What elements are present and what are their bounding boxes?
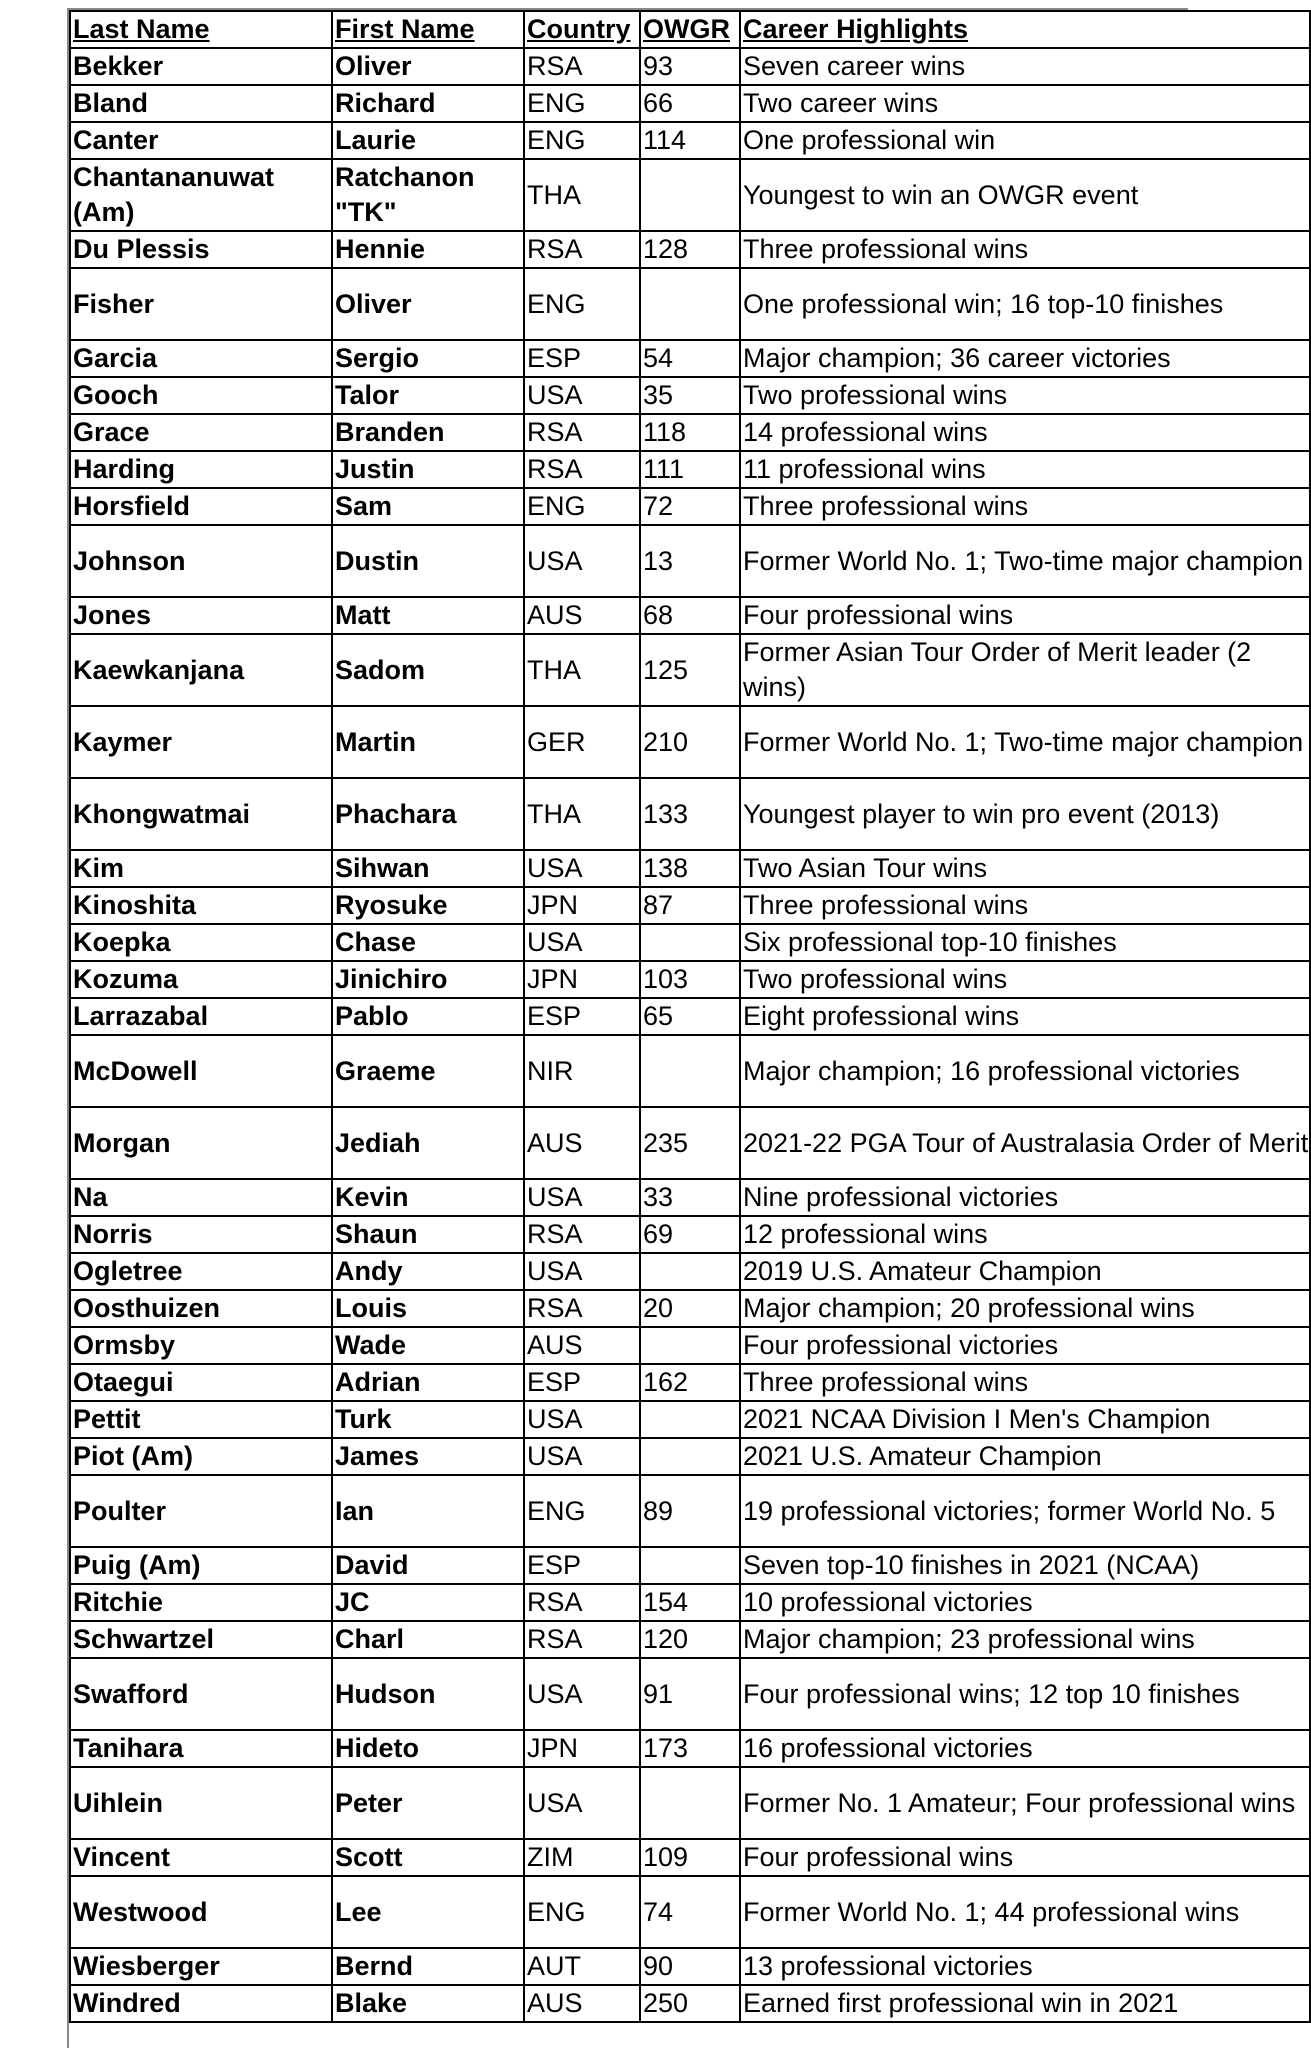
cell-country: ENG: [524, 268, 640, 340]
cell-career-highlights: 13 professional victories: [740, 1948, 1310, 1985]
cell-first-name: Andy: [332, 1253, 524, 1290]
cell-career-highlights: Three professional wins: [740, 887, 1310, 924]
cell-country: GER: [524, 706, 640, 778]
cell-last-name: Windred: [70, 1985, 332, 2022]
cell-last-name: Garcia: [70, 340, 332, 377]
table-row: [70, 1216, 1310, 1253]
cell-country: ESP: [524, 1364, 640, 1401]
cell-career-highlights: Two Asian Tour wins: [740, 850, 1310, 887]
cell-owgr: 109: [640, 1839, 740, 1876]
cell-first-name: Hennie: [332, 231, 524, 268]
cell-last-name: Du Plessis: [70, 231, 332, 268]
cell-career-highlights: Major champion; 23 professional wins: [740, 1621, 1310, 1658]
cell-career-highlights: 2019 U.S. Amateur Champion: [740, 1253, 1310, 1290]
cell-last-name: Koepka: [70, 924, 332, 961]
cell-owgr: [640, 1547, 740, 1584]
table-row: [70, 451, 1310, 488]
header-career-highlights: Career Highlights: [740, 11, 1310, 48]
cell-last-name: Horsfield: [70, 488, 332, 525]
cell-owgr: 65: [640, 998, 740, 1035]
cell-first-name: Matt: [332, 597, 524, 634]
cell-last-name: Bland: [70, 85, 332, 122]
cell-owgr: 90: [640, 1948, 740, 1985]
cell-country: THA: [524, 634, 640, 706]
table-body: [70, 48, 1310, 2022]
cell-career-highlights: Nine professional victories: [740, 1179, 1310, 1216]
cell-career-highlights: 16 professional victories: [740, 1730, 1310, 1767]
cell-owgr: 154: [640, 1584, 740, 1621]
cell-owgr: 13: [640, 525, 740, 597]
table-row: [70, 1364, 1310, 1401]
cell-country: ENG: [524, 488, 640, 525]
table-row: [70, 231, 1310, 268]
cell-career-highlights: 14 professional wins: [740, 414, 1310, 451]
cell-career-highlights: Four professional victories: [740, 1327, 1310, 1364]
cell-first-name: Shaun: [332, 1216, 524, 1253]
cell-owgr: 87: [640, 887, 740, 924]
cell-last-name: Poulter: [70, 1475, 332, 1547]
cell-owgr: [640, 1035, 740, 1107]
cell-owgr: 35: [640, 377, 740, 414]
cell-career-highlights: Four professional wins: [740, 1839, 1310, 1876]
cell-owgr: 162: [640, 1364, 740, 1401]
cell-first-name: Adrian: [332, 1364, 524, 1401]
cell-first-name: Jinichiro: [332, 961, 524, 998]
header-owgr: OWGR: [640, 11, 740, 48]
cell-country: JPN: [524, 887, 640, 924]
cell-first-name: Justin: [332, 451, 524, 488]
cell-first-name: Turk: [332, 1401, 524, 1438]
cell-owgr: 68: [640, 597, 740, 634]
cell-last-name: Kozuma: [70, 961, 332, 998]
cell-last-name: Johnson: [70, 525, 332, 597]
cell-country: AUS: [524, 1107, 640, 1179]
cell-first-name: Phachara: [332, 778, 524, 850]
cell-owgr: 114: [640, 122, 740, 159]
cell-country: USA: [524, 377, 640, 414]
cell-country: ENG: [524, 1475, 640, 1547]
cell-last-name: Chantananuwat (Am): [70, 159, 332, 231]
cell-first-name: Ratchanon "TK": [332, 159, 524, 231]
cell-country: NIR: [524, 1035, 640, 1107]
cell-owgr: [640, 924, 740, 961]
cell-country: USA: [524, 850, 640, 887]
table-row: [70, 488, 1310, 525]
cell-owgr: 89: [640, 1475, 740, 1547]
cell-career-highlights: 11 professional wins: [740, 451, 1310, 488]
cell-owgr: [640, 268, 740, 340]
table-row: [70, 1107, 1310, 1179]
cell-owgr: 93: [640, 48, 740, 85]
cell-country: USA: [524, 1767, 640, 1839]
table-row: [70, 1985, 1310, 2022]
cell-last-name: Canter: [70, 122, 332, 159]
table-row: [70, 1438, 1310, 1475]
table-row: [70, 597, 1310, 634]
cell-owgr: 173: [640, 1730, 740, 1767]
table-row: [70, 1658, 1310, 1730]
cell-country: ESP: [524, 998, 640, 1035]
cell-first-name: Hudson: [332, 1658, 524, 1730]
cell-first-name: Peter: [332, 1767, 524, 1839]
cell-last-name: Tanihara: [70, 1730, 332, 1767]
cell-career-highlights: 2021 NCAA Division I Men's Champion: [740, 1401, 1310, 1438]
cell-owgr: 54: [640, 340, 740, 377]
cell-country: RSA: [524, 451, 640, 488]
cell-last-name: Kaymer: [70, 706, 332, 778]
cell-first-name: Lee: [332, 1876, 524, 1948]
cell-country: AUS: [524, 1327, 640, 1364]
cell-last-name: Piot (Am): [70, 1438, 332, 1475]
cell-last-name: Larrazabal: [70, 998, 332, 1035]
cell-first-name: Chase: [332, 924, 524, 961]
cell-last-name: Jones: [70, 597, 332, 634]
table-row: [70, 998, 1310, 1035]
cell-first-name: Pablo: [332, 998, 524, 1035]
cell-last-name: Pettit: [70, 1401, 332, 1438]
cell-career-highlights: Former World No. 1; 44 professional wins: [740, 1876, 1310, 1948]
table-row: [70, 1948, 1310, 1985]
table-row: [70, 1621, 1310, 1658]
cell-country: USA: [524, 1401, 640, 1438]
cell-first-name: Blake: [332, 1985, 524, 2022]
cell-owgr: 103: [640, 961, 740, 998]
cell-owgr: 250: [640, 1985, 740, 2022]
cell-career-highlights: Former No. 1 Amateur; Four professional wins: [740, 1767, 1310, 1839]
cell-country: JPN: [524, 961, 640, 998]
cell-last-name: Swafford: [70, 1658, 332, 1730]
cell-last-name: Harding: [70, 451, 332, 488]
cell-last-name: Khongwatmai: [70, 778, 332, 850]
table-row: [70, 414, 1310, 451]
cell-career-highlights: Former World No. 1; Two-time major champion: [740, 525, 1310, 597]
cell-last-name: Uihlein: [70, 1767, 332, 1839]
cell-owgr: 210: [640, 706, 740, 778]
cell-owgr: [640, 1253, 740, 1290]
cell-career-highlights: Eight professional wins: [740, 998, 1310, 1035]
cell-country: USA: [524, 924, 640, 961]
cell-owgr: 20: [640, 1290, 740, 1327]
table-row: [70, 1839, 1310, 1876]
cell-career-highlights: Two career wins: [740, 85, 1310, 122]
cell-career-highlights: Seven career wins: [740, 48, 1310, 85]
cell-owgr: 66: [640, 85, 740, 122]
table-row: [70, 1179, 1310, 1216]
header-last-name: Last Name: [70, 11, 332, 48]
cell-career-highlights: One professional win; 16 top-10 finishes: [740, 268, 1310, 340]
cell-career-highlights: 10 professional victories: [740, 1584, 1310, 1621]
cell-career-highlights: Two professional wins: [740, 961, 1310, 998]
cell-first-name: David: [332, 1547, 524, 1584]
cell-last-name: Kaewkanjana: [70, 634, 332, 706]
players-table: [69, 10, 1311, 2023]
cell-last-name: McDowell: [70, 1035, 332, 1107]
cell-first-name: Scott: [332, 1839, 524, 1876]
table-row: [70, 85, 1310, 122]
cell-last-name: Kim: [70, 850, 332, 887]
cell-owgr: [640, 159, 740, 231]
cell-country: USA: [524, 525, 640, 597]
cell-career-highlights: Youngest player to win pro event (2013): [740, 778, 1310, 850]
cell-country: AUT: [524, 1948, 640, 1985]
cell-first-name: Graeme: [332, 1035, 524, 1107]
cell-owgr: 33: [640, 1179, 740, 1216]
cell-first-name: Oliver: [332, 268, 524, 340]
table-row: [70, 1035, 1310, 1107]
cell-career-highlights: Six professional top-10 finishes: [740, 924, 1310, 961]
cell-first-name: Richard: [332, 85, 524, 122]
cell-last-name: Norris: [70, 1216, 332, 1253]
cell-first-name: Martin: [332, 706, 524, 778]
cell-first-name: Kevin: [332, 1179, 524, 1216]
table-row: [70, 706, 1310, 778]
cell-career-highlights: Four professional wins; 12 top 10 finishes: [740, 1658, 1310, 1730]
cell-last-name: Westwood: [70, 1876, 332, 1948]
cell-owgr: [640, 1767, 740, 1839]
cell-owgr: 91: [640, 1658, 740, 1730]
cell-first-name: Talor: [332, 377, 524, 414]
cell-country: AUS: [524, 597, 640, 634]
cell-country: ESP: [524, 340, 640, 377]
cell-owgr: 72: [640, 488, 740, 525]
table-row: [70, 634, 1310, 706]
cell-last-name: Ritchie: [70, 1584, 332, 1621]
table-row: [70, 159, 1310, 231]
cell-country: AUS: [524, 1985, 640, 2022]
cell-owgr: 133: [640, 778, 740, 850]
cell-last-name: Oosthuizen: [70, 1290, 332, 1327]
cell-last-name: Kinoshita: [70, 887, 332, 924]
cell-career-highlights: Major champion; 16 professional victories: [740, 1035, 1310, 1107]
cell-first-name: Laurie: [332, 122, 524, 159]
cell-first-name: Charl: [332, 1621, 524, 1658]
cell-owgr: [640, 1401, 740, 1438]
cell-country: RSA: [524, 1584, 640, 1621]
cell-first-name: Louis: [332, 1290, 524, 1327]
cell-first-name: Wade: [332, 1327, 524, 1364]
cell-career-highlights: Seven top-10 finishes in 2021 (NCAA): [740, 1547, 1310, 1584]
table-row: [70, 377, 1310, 414]
cell-country: RSA: [524, 1216, 640, 1253]
table-row: [70, 1327, 1310, 1364]
cell-career-highlights: Three professional wins: [740, 488, 1310, 525]
table-row: [70, 1290, 1310, 1327]
cell-career-highlights: Major champion; 20 professional wins: [740, 1290, 1310, 1327]
table-row: [70, 1876, 1310, 1948]
table-row: [70, 1767, 1310, 1839]
cell-first-name: Sergio: [332, 340, 524, 377]
cell-career-highlights: Former Asian Tour Order of Merit leader (2 wins): [740, 634, 1310, 706]
cell-career-highlights: Three professional wins: [740, 1364, 1310, 1401]
table-row: [70, 122, 1310, 159]
cell-first-name: Branden: [332, 414, 524, 451]
table-row: [70, 961, 1310, 998]
table-row: [70, 48, 1310, 85]
cell-career-highlights: Two professional wins: [740, 377, 1310, 414]
cell-last-name: Bekker: [70, 48, 332, 85]
cell-first-name: Sihwan: [332, 850, 524, 887]
cell-country: THA: [524, 778, 640, 850]
cell-owgr: 69: [640, 1216, 740, 1253]
table-row: [70, 1730, 1310, 1767]
table-header-row: [70, 11, 1310, 48]
cell-country: USA: [524, 1438, 640, 1475]
table-row: [70, 525, 1310, 597]
cell-career-highlights: 19 professional victories; former World No. 5: [740, 1475, 1310, 1547]
table-row: [70, 778, 1310, 850]
cell-owgr: [640, 1327, 740, 1364]
cell-first-name: Ian: [332, 1475, 524, 1547]
cell-last-name: Gooch: [70, 377, 332, 414]
cell-first-name: James: [332, 1438, 524, 1475]
cell-last-name: Vincent: [70, 1839, 332, 1876]
table-row: [70, 850, 1310, 887]
cell-owgr: [640, 1438, 740, 1475]
cell-owgr: 74: [640, 1876, 740, 1948]
cell-career-highlights: 2021 U.S. Amateur Champion: [740, 1438, 1310, 1475]
cell-country: ESP: [524, 1547, 640, 1584]
cell-career-highlights: Four professional wins: [740, 597, 1310, 634]
cell-country: ENG: [524, 85, 640, 122]
table-row: [70, 1547, 1310, 1584]
cell-owgr: 128: [640, 231, 740, 268]
cell-country: RSA: [524, 231, 640, 268]
cell-last-name: Na: [70, 1179, 332, 1216]
cell-first-name: Ryosuke: [332, 887, 524, 924]
cell-country: JPN: [524, 1730, 640, 1767]
cell-last-name: Grace: [70, 414, 332, 451]
table-row: [70, 268, 1310, 340]
table-row: [70, 887, 1310, 924]
cell-first-name: Hideto: [332, 1730, 524, 1767]
cell-last-name: Morgan: [70, 1107, 332, 1179]
cell-career-highlights: 2021-22 PGA Tour of Australasia Order of Merit: [740, 1107, 1310, 1179]
table-row: [70, 1475, 1310, 1547]
cell-last-name: Ogletree: [70, 1253, 332, 1290]
cell-career-highlights: Former World No. 1; Two-time major champion: [740, 706, 1310, 778]
cell-owgr: 118: [640, 414, 740, 451]
cell-first-name: Bernd: [332, 1948, 524, 1985]
cell-first-name: Dustin: [332, 525, 524, 597]
cell-first-name: Oliver: [332, 48, 524, 85]
cell-last-name: Puig (Am): [70, 1547, 332, 1584]
cell-first-name: Sam: [332, 488, 524, 525]
cell-owgr: 235: [640, 1107, 740, 1179]
cell-country: ZIM: [524, 1839, 640, 1876]
header-first-name: First Name: [332, 11, 524, 48]
cell-country: ENG: [524, 1876, 640, 1948]
cell-owgr: 125: [640, 634, 740, 706]
table-row: [70, 1253, 1310, 1290]
cell-owgr: 120: [640, 1621, 740, 1658]
table-row: [70, 340, 1310, 377]
cell-country: RSA: [524, 48, 640, 85]
cell-owgr: 111: [640, 451, 740, 488]
cell-first-name: Sadom: [332, 634, 524, 706]
players-table-container: [67, 8, 1309, 2048]
table-row: [70, 924, 1310, 961]
cell-first-name: JC: [332, 1584, 524, 1621]
cell-career-highlights: Earned first professional win in 2021: [740, 1985, 1310, 2022]
cell-career-highlights: One professional win: [740, 122, 1310, 159]
cell-last-name: Ormsby: [70, 1327, 332, 1364]
cell-country: ENG: [524, 122, 640, 159]
cell-country: RSA: [524, 414, 640, 451]
cell-country: RSA: [524, 1290, 640, 1327]
cell-last-name: Wiesberger: [70, 1948, 332, 1985]
cell-last-name: Otaegui: [70, 1364, 332, 1401]
table-row: [70, 1401, 1310, 1438]
cell-country: USA: [524, 1179, 640, 1216]
cell-career-highlights: Youngest to win an OWGR event: [740, 159, 1310, 231]
cell-country: USA: [524, 1253, 640, 1290]
cell-career-highlights: Major champion; 36 career victories: [740, 340, 1310, 377]
cell-country: RSA: [524, 1621, 640, 1658]
cell-country: USA: [524, 1658, 640, 1730]
table-row: [70, 1584, 1310, 1621]
cell-first-name: Jediah: [332, 1107, 524, 1179]
cell-last-name: Fisher: [70, 268, 332, 340]
cell-last-name: Schwartzel: [70, 1621, 332, 1658]
cell-owgr: 138: [640, 850, 740, 887]
cell-career-highlights: 12 professional wins: [740, 1216, 1310, 1253]
cell-career-highlights: Three professional wins: [740, 231, 1310, 268]
header-country: Country: [524, 11, 640, 48]
cell-country: THA: [524, 159, 640, 231]
